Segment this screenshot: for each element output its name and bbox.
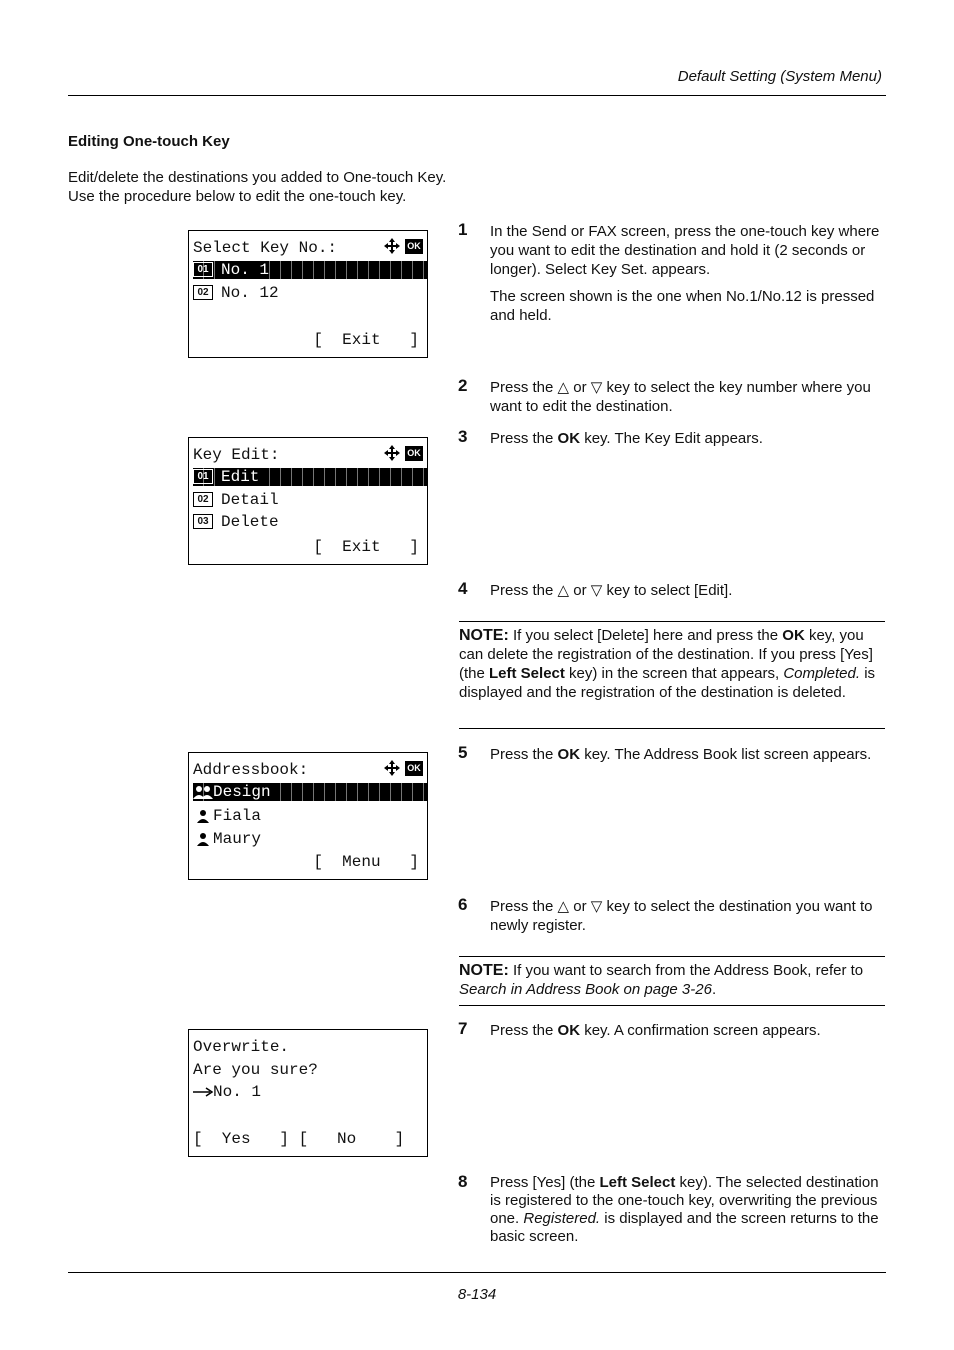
lcd-softkey-exit: [ Exit ] [313,331,419,349]
line-3-text: No. 1 [213,1083,262,1101]
step-1-extra: The screen shown is the one when No.1/No.12 is pressed and held. [490,288,875,324]
note-label: NOTE: [459,962,509,979]
dpad-icon [383,444,401,462]
section-intro [68,168,446,206]
row-label: Maury [213,830,262,848]
t: or [569,582,591,599]
ok-icon: OK [405,239,423,254]
t: Press the [490,582,558,599]
lcd-title: Key Edit: [193,446,280,464]
t: or [569,379,591,396]
t: or [569,898,591,915]
lcd-row [193,513,427,531]
t: is displayed and the screen returns to the basic screen. [490,1210,879,1245]
t: OK [557,1022,581,1039]
t: key. The Address Book list screen appears. [580,746,872,763]
t: OK [557,430,581,447]
lcd-line-2: Are you sure? [193,1061,318,1079]
t: Left Select [489,665,565,682]
row-label: Fiala [213,807,262,825]
down-triangle-icon: ▽ [590,582,603,599]
step-number: 1 [458,220,468,239]
ok-icon: OK [405,761,423,776]
step-number: 3 [458,427,468,446]
t: key. A confirmation screen appears. [580,1022,821,1039]
lcd-overwrite [188,1029,428,1157]
step-text [490,222,882,325]
header-rule [68,95,886,96]
t: Press [Yes] (the [490,1174,600,1191]
t: Press the [490,1022,558,1039]
number-badge-icon: 01 [193,469,213,484]
step-text [490,429,882,448]
person-icon [193,832,213,846]
step-1-text: In the Send or FAX screen, press the one-touch key where you want to edit the destination and hold it (2 seconds or longer). Select Key Set. appears. [490,223,880,278]
lcd-title: Select Key No.: [193,239,338,257]
lcd-row [193,491,427,509]
t: key) in the screen that appears, [564,665,784,682]
t: key to select the key number where you want to edit the destination. [490,379,871,415]
person-icon [193,809,213,823]
lcd-title: Addressbook: [193,761,309,779]
dpad-icon [383,759,401,777]
t: If you select [Delete] here and press the [508,627,783,644]
t: Registered. [523,1210,601,1227]
up-triangle-icon: △ [557,582,570,599]
t: is displayed and the registration of the destination is deleted. [459,665,876,701]
intro-line-1: Edit/delete the destinations you added to One-touch Key. [68,169,447,186]
step-number: 4 [458,579,468,598]
step-number: 6 [458,895,468,914]
step-text [490,897,882,935]
up-triangle-icon: △ [557,898,570,915]
step-text [490,1021,882,1040]
note-search [459,961,885,999]
t: Press the [490,430,558,447]
t: Left Select [599,1174,676,1191]
t: Completed. [783,665,861,682]
t: key to select the destination you want to newly register. [490,898,873,934]
row-label: Design [213,783,271,801]
arrow-right-icon [193,1087,213,1097]
number-badge-icon: 02 [193,285,213,300]
step-number: 2 [458,376,468,395]
lcd-line-1: Overwrite. [193,1038,290,1056]
t: key). The selected destination is registered to the one-touch key, overwriting the previous one. [490,1174,879,1227]
running-header: Default Setting (System Menu) [677,68,882,85]
row-label: No. 12 [221,284,279,302]
lcd-softkey-menu: [ Menu ] [313,853,419,871]
lcd-softkey-yes: [ Yes ] [193,1130,290,1148]
note-link[interactable]: Search in Address Book on page 3-26 [459,981,712,998]
t: Press the [490,746,558,763]
step-number: 5 [458,743,468,762]
down-triangle-icon: ▽ [590,379,603,396]
note-label: NOTE: [459,627,509,644]
t: Press the [490,379,558,396]
t: Press the [490,898,558,915]
up-triangle-icon: △ [557,379,570,396]
lcd-row [193,807,427,825]
lcd-row [193,830,427,848]
row-label: Detail [221,491,279,509]
t: . [711,981,717,998]
lcd-row-selected [193,261,427,279]
number-badge-icon: 03 [193,514,213,529]
lcd-key-edit [188,437,428,565]
lcd-addressbook [188,752,428,880]
step-text [490,378,882,416]
row-label: Delete [221,513,279,531]
note-delete [459,626,885,702]
note-rule-bottom [459,728,885,729]
lcd-line-3 [193,1083,427,1101]
step-number: 7 [458,1019,468,1038]
intro-line-2: Use the procedure below to edit the one-touch key. [68,188,407,205]
footer-rule [68,1272,886,1273]
t: OK [557,746,581,763]
section-title: Editing One-touch Key [68,133,230,150]
lcd-row-selected [193,783,427,801]
note-rule-bottom [459,1005,885,1006]
down-triangle-icon: ▽ [590,898,603,915]
lcd-select-key [188,230,428,358]
ok-icon: OK [405,446,423,461]
lcd-softkey-no: [ No ] [298,1130,405,1148]
number-badge-icon: 01 [193,262,213,277]
row-label: No. 1 [221,261,270,279]
lcd-softkey-exit: [ Exit ] [313,538,419,556]
note-rule-top [459,956,885,957]
t: OK [782,627,805,644]
number-badge-icon: 02 [193,492,213,507]
lcd-row-selected [193,468,427,486]
lcd-softkeys [193,1130,419,1148]
t: key, you can delete the registration of the destination. If you press [Yes] (the [459,627,873,682]
page-number: 8-134 [457,1286,497,1303]
step-text [490,745,882,764]
step-text [490,1174,882,1246]
step-text [490,581,882,600]
row-label: Edit [221,468,260,486]
t: key to select [Edit]. [602,582,733,599]
lcd-row [193,284,427,302]
group-icon [193,785,213,799]
t: key. The Key Edit appears. [580,430,763,447]
dpad-icon [383,237,401,255]
step-number: 8 [458,1172,468,1191]
note-rule-top [459,621,885,622]
t: If you want to search from the Address Book, refer to [508,962,864,979]
